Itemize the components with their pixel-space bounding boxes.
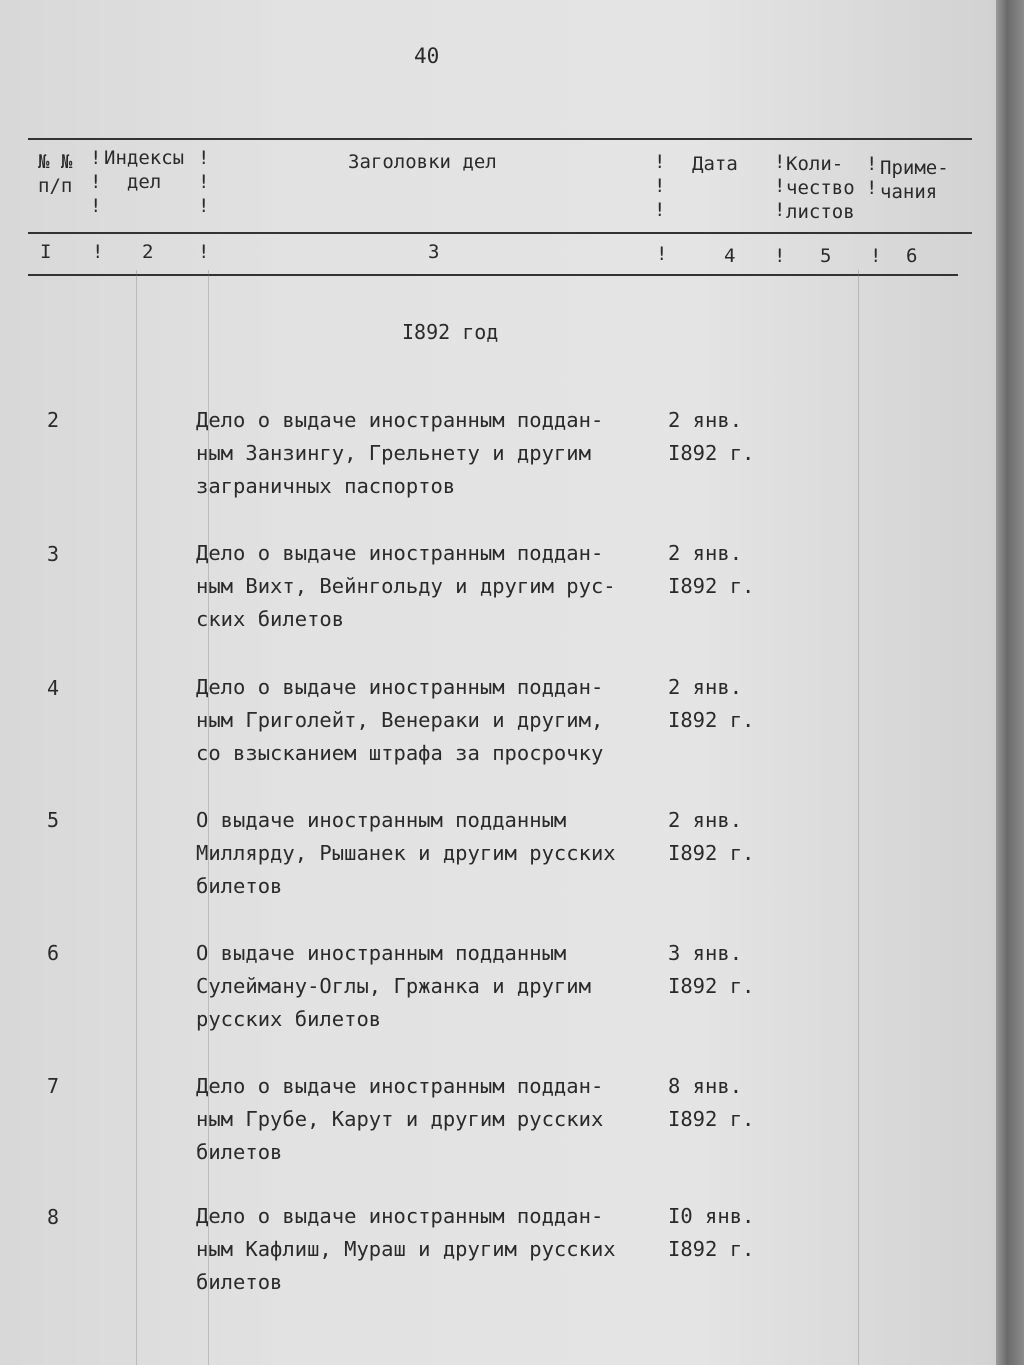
- column-number-4: 4: [724, 245, 736, 267]
- row-title: Дело о выдаче иностранным поддан- ным Вихт, Вейнгольду и другим рус- ских билетов: [196, 541, 616, 631]
- header-col-notes: Приме- чания: [880, 157, 949, 203]
- column-separator: !: [92, 241, 104, 263]
- column-number-3: 3: [428, 241, 440, 263]
- margin-guide: [136, 270, 137, 1365]
- column-number-2: 2: [142, 241, 154, 263]
- row-number: 2: [47, 408, 60, 432]
- header-col1-separator: ! ! !: [90, 147, 102, 217]
- row-title: Дело о выдаче иностранным поддан- ным Грубе, Карут и другим русских билетов: [196, 1074, 604, 1164]
- row-title: Дело о выдаче иностранным поддан- ным Григолейт, Венераки и другим, со взысканием штрафа за просрочку: [196, 675, 604, 765]
- column-separator: !: [774, 245, 786, 267]
- header-col-title: Заголовки дел: [348, 151, 497, 173]
- column-separator: !: [198, 241, 210, 263]
- row-number: 3: [47, 542, 60, 566]
- header-col-number: № № п/п: [38, 151, 73, 197]
- column-number-6: 6: [906, 245, 918, 267]
- header-col-index: Индексы дел: [104, 147, 185, 193]
- year-heading: I892 год: [402, 320, 499, 344]
- table-numbers-rule: [28, 274, 958, 276]
- row-title: Дело о выдаче иностранным поддан- ным Занзингу, Грельнету и другим заграничных паспортов: [196, 408, 604, 498]
- header-col-date: Дата: [692, 153, 738, 175]
- column-number-1: I: [40, 241, 52, 263]
- table-header-rule: [28, 232, 972, 234]
- header-col3-separator: ! ! !: [654, 151, 666, 221]
- row-number: 4: [47, 676, 60, 700]
- row-date: I0 янв. I892 г.: [668, 1204, 755, 1261]
- header-col5-separator: ! !: [866, 153, 878, 199]
- book-binding-edge: [996, 0, 1024, 1365]
- row-date: 3 янв. I892 г.: [668, 941, 755, 998]
- row-title: Дело о выдаче иностранным поддан- ным Кафлиш, Мураш и другим русских билетов: [196, 1204, 616, 1294]
- row-number: 6: [47, 941, 60, 965]
- row-title: О выдаче иностранным подданным Сулейману-Оглы, Гржанка и другим русских билетов: [196, 941, 591, 1031]
- row-number: 7: [47, 1074, 60, 1098]
- header-col4-separator: ! ! !: [774, 151, 786, 221]
- margin-guide: [858, 270, 859, 1365]
- page-number: 40: [414, 44, 440, 68]
- header-col2-separator: ! ! !: [198, 147, 210, 217]
- header-col-sheet-count: Коли- чество листов: [786, 153, 855, 223]
- row-date: 2 янв. I892 г.: [668, 808, 755, 865]
- column-separator: !: [870, 245, 882, 267]
- column-number-5: 5: [820, 245, 832, 267]
- table-top-rule: [28, 138, 972, 140]
- row-date: 2 янв. I892 г.: [668, 541, 755, 598]
- row-title: О выдаче иностранным подданным Миллярду, Рышанек и другим русских билетов: [196, 808, 616, 898]
- row-date: 2 янв. I892 г.: [668, 408, 755, 465]
- column-separator: !: [656, 243, 668, 265]
- row-number: 5: [47, 808, 60, 832]
- row-number: 8: [47, 1205, 60, 1229]
- row-date: 8 янв. I892 г.: [668, 1074, 755, 1131]
- row-date: 2 янв. I892 г.: [668, 675, 755, 732]
